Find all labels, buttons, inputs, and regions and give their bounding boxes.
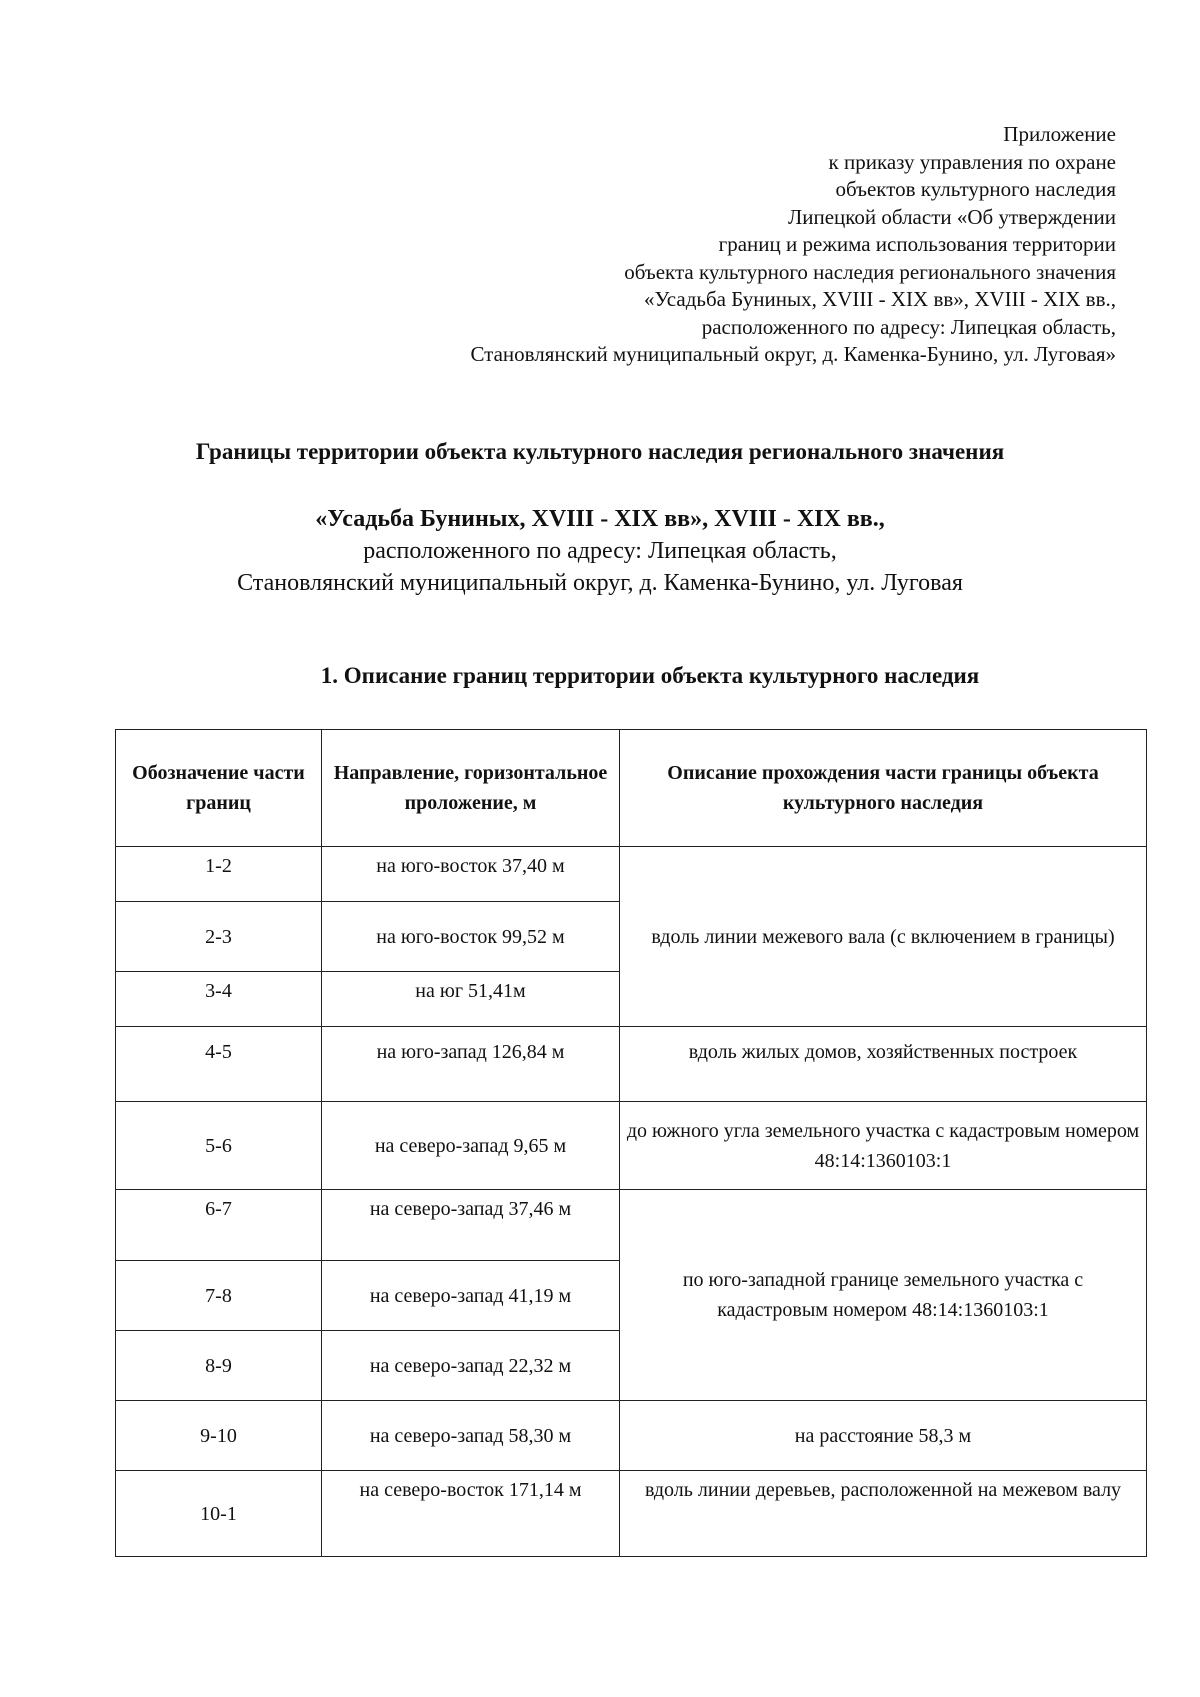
cell-part: 2-3 bbox=[116, 902, 322, 972]
table-row bbox=[116, 1190, 1147, 1261]
header-description: Описание прохождения части границы объекта культурного наследия bbox=[620, 730, 1147, 847]
table-row bbox=[116, 1102, 1147, 1190]
cell-direction: на северо-запад 41,19 м bbox=[322, 1261, 620, 1331]
appendix-line: объектов культурного наследия bbox=[835, 177, 1116, 201]
cell-direction: на северо-запад 9,65 м bbox=[322, 1102, 620, 1190]
object-heading bbox=[60, 503, 1140, 599]
cell-direction: на северо-запад 58,30 м bbox=[322, 1401, 620, 1471]
appendix-line: Липецкой области «Об утверждении bbox=[788, 204, 1116, 229]
appendix-line: Приложение bbox=[1003, 122, 1116, 146]
cell-description: по юго-западной границе земельного участка с кадастровым номером 48:14:1360103:1 bbox=[620, 1190, 1147, 1401]
appendix-line: объекта культурного наследия регионального значения bbox=[624, 259, 1116, 284]
object-name: «Усадьба Буниных, XVIII - XIX вв», XVIII - XIX вв., bbox=[315, 506, 885, 532]
boundaries-table bbox=[115, 729, 1147, 1557]
cell-description: на расстояние 58,3 м bbox=[620, 1401, 1147, 1471]
cell-part: 5-6 bbox=[116, 1102, 322, 1190]
cell-direction: на северо-восток 171,14 м bbox=[322, 1471, 620, 1557]
table-header-row bbox=[116, 730, 1147, 847]
cell-part: 3-4 bbox=[116, 972, 322, 1027]
cell-description: вдоль жилых домов, хозяйственных построек bbox=[620, 1027, 1147, 1102]
cell-description: до южного угла земельного участка с кадастровым номером 48:14:1360103:1 bbox=[620, 1102, 1147, 1190]
table-row bbox=[116, 1471, 1147, 1557]
cell-direction: на юго-запад 126,84 м bbox=[322, 1027, 620, 1102]
cell-direction: на юго-восток 37,40 м bbox=[322, 847, 620, 902]
cell-part: 10-1 bbox=[116, 1471, 322, 1557]
cell-part: 1-2 bbox=[116, 847, 322, 902]
header-direction: Направление, горизонтальное проложение, м bbox=[322, 730, 620, 847]
object-address-line: расположенного по адресу: Липецкая область, bbox=[363, 538, 837, 564]
header-part: Обозначение части границ bbox=[116, 730, 322, 847]
document-title: Границы территории объекта культурного наследия регионального значения bbox=[195, 439, 1005, 464]
section-title: 1. Описание границ территории объекта культурного наследия bbox=[320, 663, 980, 688]
cell-direction: на юг 51,41м bbox=[322, 972, 620, 1027]
cell-part: 7-8 bbox=[116, 1261, 322, 1331]
cell-part: 4-5 bbox=[116, 1027, 322, 1102]
appendix-line: расположенного по адресу: Липецкая область, bbox=[701, 314, 1116, 339]
cell-description: вдоль линии межевого вала (с включением в границы) bbox=[620, 847, 1147, 1027]
table-row bbox=[116, 1401, 1147, 1471]
table-row bbox=[116, 847, 1147, 902]
cell-direction: на северо-запад 37,46 м bbox=[322, 1190, 620, 1261]
appendix-block bbox=[216, 121, 1116, 369]
appendix-line: Становлянский муниципальный округ, д. Каменка-Бунино, ул. Луговая» bbox=[470, 342, 1116, 366]
cell-part: 8-9 bbox=[116, 1331, 322, 1401]
appendix-line: границ и режима использования территории bbox=[718, 232, 1116, 256]
cell-direction: на юго-восток 99,52 м bbox=[322, 902, 620, 972]
table-row bbox=[116, 1027, 1147, 1102]
appendix-line: к приказу управления по охране bbox=[828, 149, 1116, 174]
cell-part: 6-7 bbox=[116, 1190, 322, 1261]
object-address-line: Становлянский муниципальный округ, д. Каменка-Бунино, ул. Луговая bbox=[237, 570, 963, 596]
cell-direction: на северо-запад 22,32 м bbox=[322, 1331, 620, 1401]
cell-part: 9-10 bbox=[116, 1401, 322, 1471]
cell-description: вдоль линии деревьев, расположенной на межевом валу bbox=[620, 1471, 1147, 1557]
appendix-line: «Усадьба Буниных, XVIII - XIX вв», XVIII - XIX вв., bbox=[643, 287, 1116, 311]
